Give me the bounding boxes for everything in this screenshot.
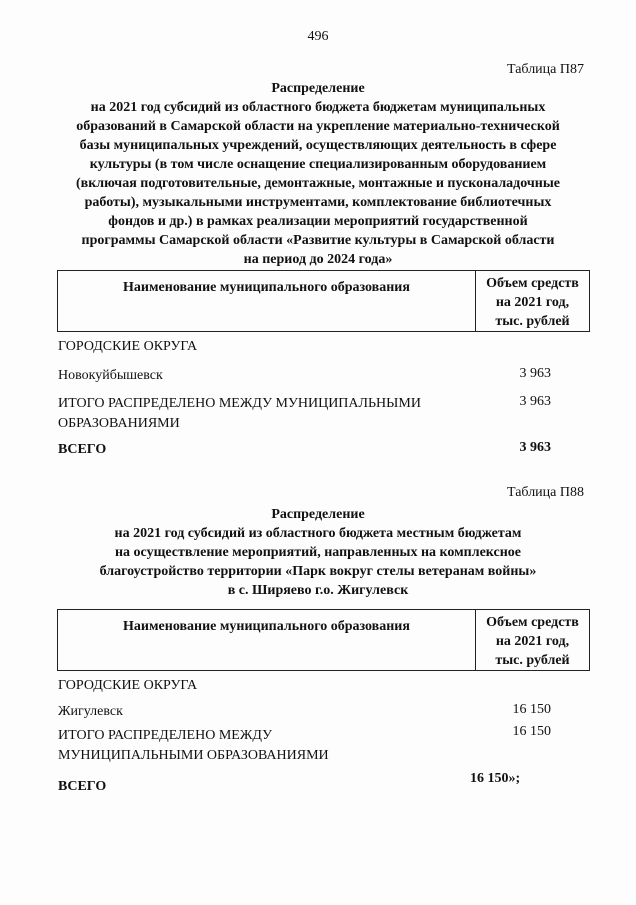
title-line: (включая подготовительные, демонтажные, монтажные и пусконаладочные [76,176,560,191]
column-header-line: на 2021 год, [495,295,570,310]
subtotal-line: ИТОГО РАСПРЕДЕЛЕНО МЕЖДУ МУНИЦИПАЛЬНЫМИ [58,396,421,411]
title-line: культуры (в том числе оснащение специализированным оборудованием [89,157,547,172]
subtotal-line: ОБРАЗОВАНИЯМИ [58,416,180,431]
column-header-line: тыс. рублей [495,653,570,668]
subtotal-line: ИТОГО РАСПРЕДЕЛЕНО МЕЖДУ [58,728,272,743]
column-header-name: Наименование муниципального образования [58,610,476,670]
subtotal-label [58,394,421,434]
title-line: работы), музыкальными инструментами, комплектование библиотечных [84,195,552,210]
table-header-p88 [57,609,590,671]
title-line: образований в Самарской области на укрепление материально-технической [76,119,560,134]
subtotal-line: МУНИЦИПАЛЬНЫМИ ОБРАЗОВАНИЯМИ [58,748,329,763]
total-value: 3 963 [519,440,551,455]
title-line: на период до 2024 года» [243,252,393,267]
row-value: 3 963 [519,366,551,381]
title-line: на 2021 год субсидий из областного бюджета бюджетам муниципальных [90,100,546,115]
page-number: 496 [307,29,329,44]
column-header-name: Наименование муниципального образования [58,271,476,331]
table-title-p88 [40,505,596,600]
column-header-amount [476,271,589,331]
section-heading: ГОРОДСКИЕ ОКРУГА [58,678,198,693]
title-line: программы Самарской области «Развитие культуры в Самарской области [81,233,555,248]
table-title-p87 [40,79,596,269]
column-header-line: на 2021 год, [495,634,570,649]
total-value: 16 150»; [470,771,521,786]
title-line: на 2021 год субсидий из областного бюджета местным бюджетам [114,526,522,541]
column-header-line: Объем средств [486,615,579,630]
title-line: Распределение [271,81,365,96]
table-label-p87: Таблица П87 [507,62,584,77]
total-label: ВСЕГО [58,442,107,457]
row-name: Жигулевск [58,704,123,719]
section-heading: ГОРОДСКИЕ ОКРУГА [58,339,198,354]
total-label: ВСЕГО [58,779,107,794]
title-line: благоустройство территории «Парк вокруг стелы ветеранам войны» [99,564,537,579]
title-line: на осуществление мероприятий, направленных на комплексное [114,545,522,560]
title-line: фондов и др.) в рамках реализации мероприятий государственной [108,214,528,229]
subtotal-value: 16 150 [512,724,551,739]
title-line: Распределение [271,507,365,522]
title-line: базы муниципальных учреждений, осуществляющих деятельность в сфере [79,138,557,153]
row-value: 16 150 [512,702,551,717]
column-header-amount [476,610,589,670]
subtotal-value: 3 963 [519,394,551,409]
title-line: в с. Ширяево г.о. Жигулевск [227,583,409,598]
table-header-p87 [57,270,590,332]
column-header-line: Объем средств [486,276,579,291]
row-name: Новокуйбышевск [58,368,163,383]
table-label-p88: Таблица П88 [507,485,584,500]
subtotal-label [58,726,329,766]
column-header-line: тыс. рублей [495,314,570,329]
